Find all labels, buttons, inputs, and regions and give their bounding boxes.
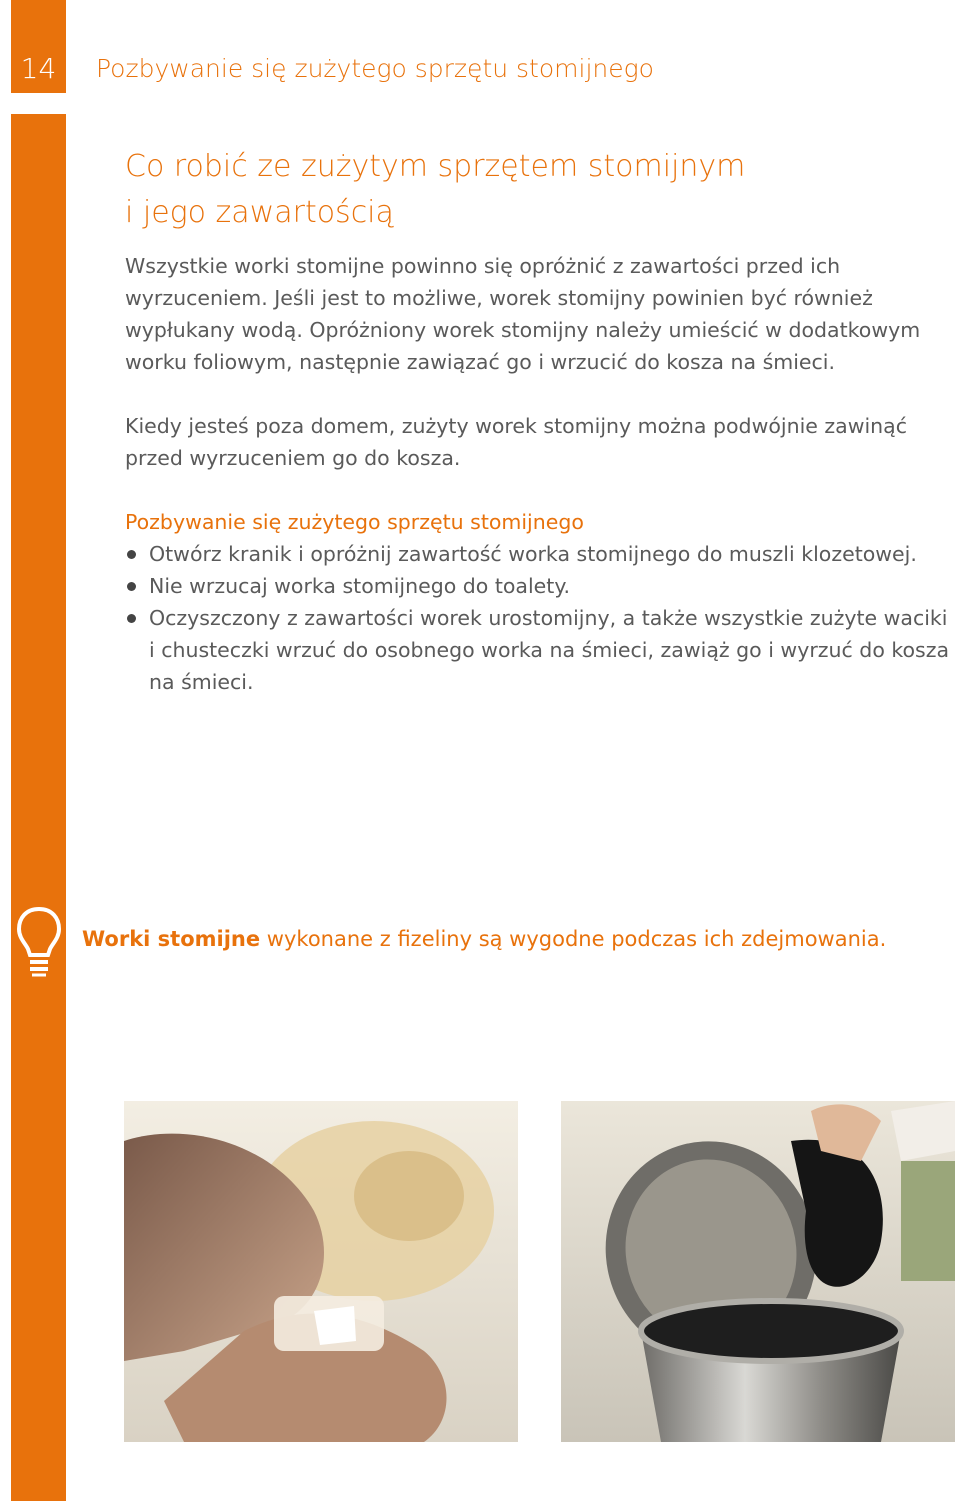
bullet-item: Otwórz kranik i opróżnij zawartość worka stomijnego do muszli klozetowej. <box>125 538 955 570</box>
subsection-title: Pozbywanie się zużytego sprzętu stomijnego <box>125 510 584 534</box>
paragraph-2: Kiedy jesteś poza domem, zużyty worek stomijny można podwójnie zawinąć przed wyrzuceniem go do kosza. <box>125 414 908 470</box>
photo-hands-emptying-pouch <box>124 1101 518 1442</box>
bullet-item: Nie wrzucaj worka stomijnego do toalety. <box>125 570 955 602</box>
tip-bold: Worki stomijne <box>82 927 261 951</box>
section-title-line1: Co robić ze zużytym sprzętem stomijnym <box>125 149 746 184</box>
paragraph-1: Wszystkie worki stomijne powinno się opróżnić z zawartości przed ich wyrzuceniem. Jeśli jest to możliwe, worek stomijny powinien być również wypłukany wodą. Opróżniony worek stomijny należy umieścić w dodatkowym worku foliowym, następnie zawiązać go i wrzucić do kosza na śmieci. <box>125 254 921 374</box>
page-header-title: Pozbywanie się zużytego sprzętu stomijnego <box>96 54 654 83</box>
photo-right-illustration <box>561 1101 955 1442</box>
page-number: 14 <box>11 0 66 93</box>
photo-left-illustration <box>124 1101 518 1442</box>
tip-rest: wykonane z fizeliny są wygodne podczas ich zdejmowania. <box>260 927 887 951</box>
lightbulb-icon <box>14 905 64 977</box>
section-title <box>125 144 925 236</box>
photo-trash-bin <box>561 1101 955 1442</box>
section-title-line2: i jego zawartością <box>125 195 394 230</box>
tip-text <box>82 923 952 955</box>
side-accent-bar <box>11 114 66 1501</box>
bullet-item: Oczyszczony z zawartości worek urostomijny, a także wszystkie zużyte waciki i chusteczki wrzuć do osobnego worka na śmieci, zawiąż go i wyrzuć do kosza na śmieci. <box>125 602 955 698</box>
bullet-list <box>125 538 955 698</box>
